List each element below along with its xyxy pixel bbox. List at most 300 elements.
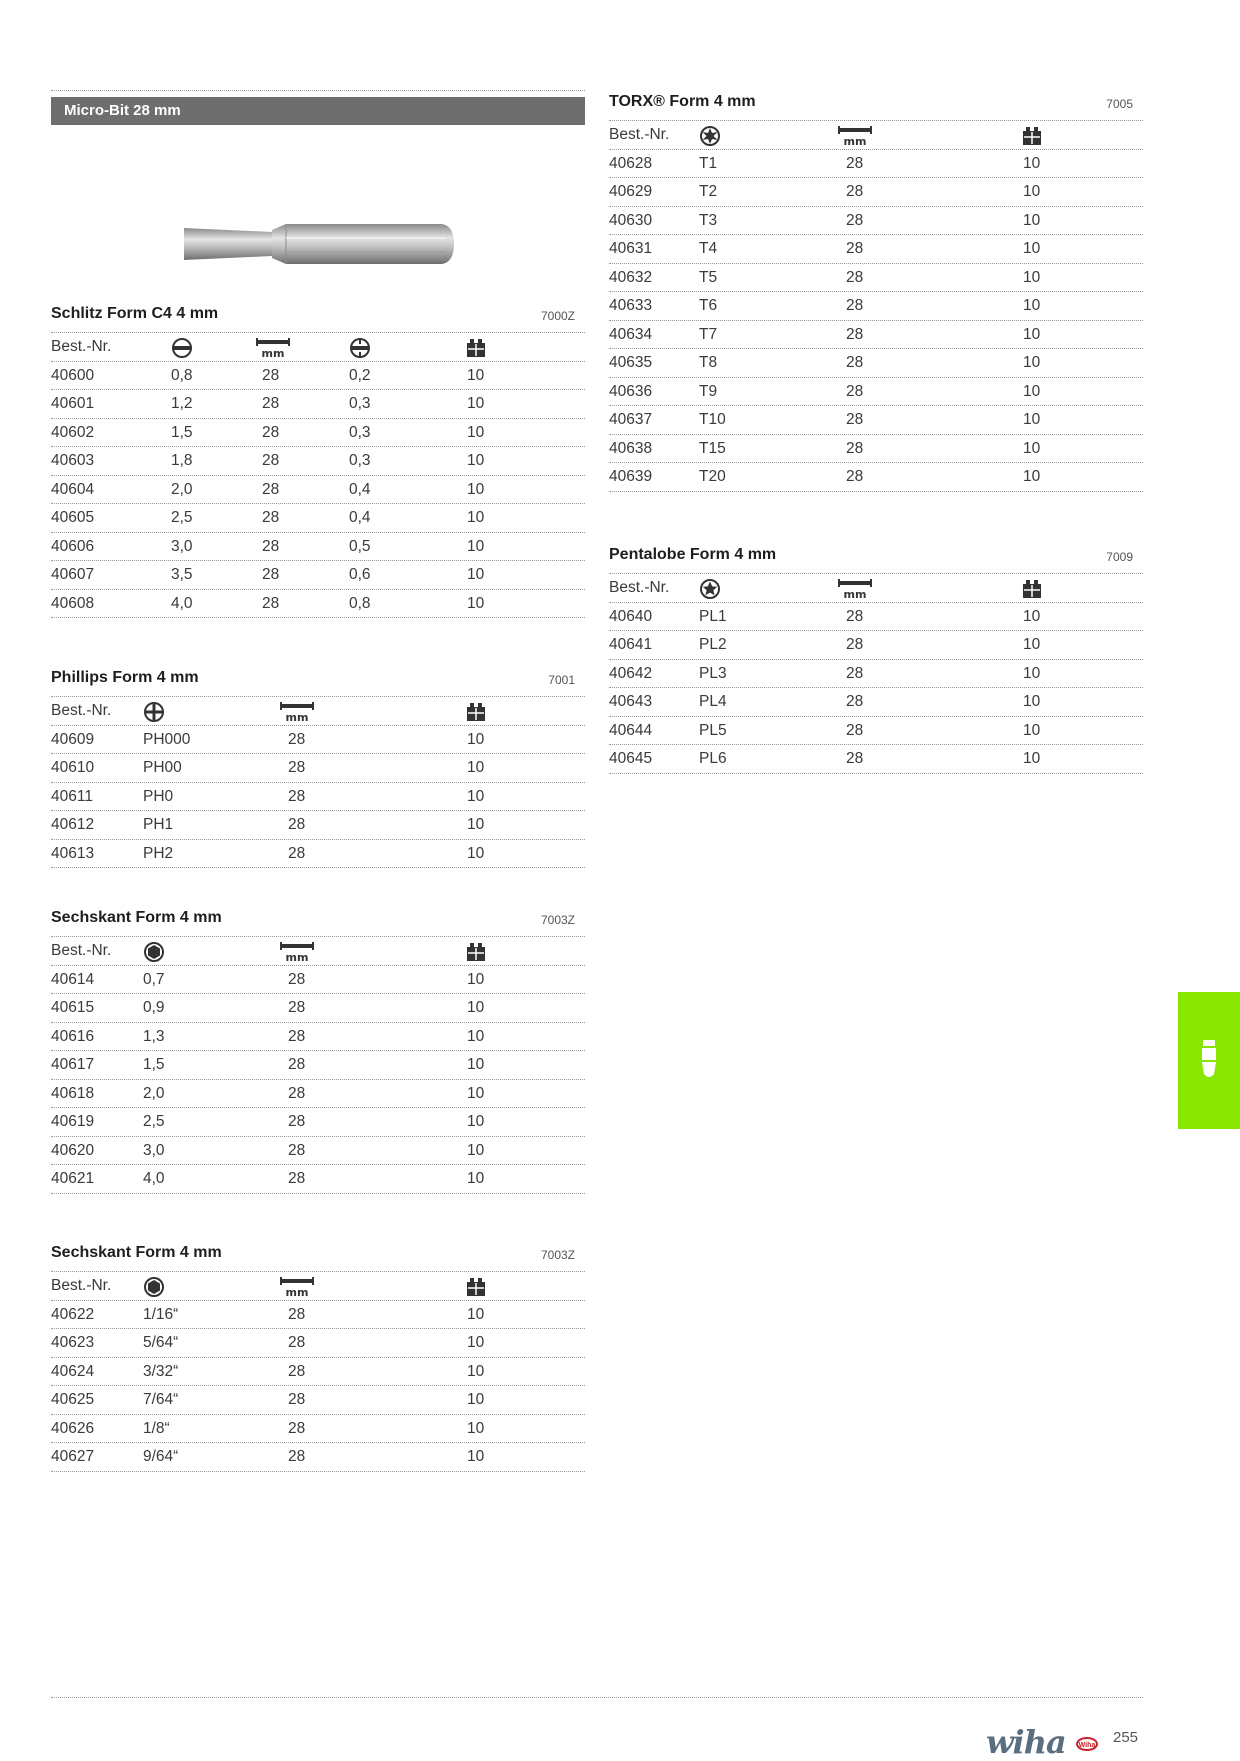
section-code: 7001 <box>548 673 575 687</box>
cell-item-number: 40641 <box>609 636 653 653</box>
table-row <box>51 419 585 448</box>
cell-pack-quantity: 10 <box>1023 325 1041 343</box>
section-sechskant-mm <box>51 906 585 1194</box>
table-header-row <box>51 333 585 362</box>
cell-tip-width: 2,5 <box>171 509 193 526</box>
cell-length: 28 <box>288 816 306 833</box>
cell-pack-quantity: 10 <box>1023 693 1041 710</box>
cell-pack-quantity: 10 <box>467 1141 485 1159</box>
table-row <box>609 463 1143 492</box>
svg-text:mm: mm <box>285 951 309 963</box>
section-title: Pentalobe Form 4 mm <box>609 546 777 563</box>
table-row <box>51 1386 585 1415</box>
cell-item-number: 40642 <box>609 664 653 682</box>
table-row <box>609 603 1143 632</box>
cell-length: 28 <box>288 970 306 988</box>
cell-tip-size: PL1 <box>699 607 727 625</box>
section-code: 7003Z <box>540 1248 575 1262</box>
cell-tip-size: T7 <box>699 325 718 343</box>
cell-pack-quantity: 10 <box>467 999 485 1016</box>
cell-tip-size: 2,0 <box>143 1084 165 1102</box>
table-row <box>609 688 1143 717</box>
cell-length: 28 <box>846 268 864 286</box>
cell-tip-size: PH000 <box>143 730 191 748</box>
table-row <box>609 349 1143 378</box>
table-body <box>609 150 1143 492</box>
cell-item-number: 40606 <box>51 537 95 555</box>
svg-text:mm: mm <box>285 711 309 723</box>
cell-tip-size: T10 <box>699 411 726 428</box>
table-row <box>609 321 1143 350</box>
cell-length: 28 <box>288 1419 306 1437</box>
cell-length: 28 <box>288 1027 306 1045</box>
section-header <box>51 666 585 697</box>
cell-blade-thickness: 0,3 <box>349 452 371 469</box>
table-body <box>51 966 585 1194</box>
table-row <box>51 390 585 419</box>
cell-pack-quantity: 10 <box>467 594 485 612</box>
section-pentalobe <box>609 543 1143 774</box>
cell-length: 28 <box>288 1334 306 1351</box>
cell-tip-size: T4 <box>699 240 718 257</box>
cell-length: 28 <box>846 693 864 710</box>
table-header-row <box>51 937 585 966</box>
cell-pack-quantity: 10 <box>1023 297 1041 314</box>
section-header <box>51 302 585 333</box>
cell-tip-size: 1/8“ <box>143 1419 170 1437</box>
section-title: Schlitz Form C4 4 mm <box>51 305 219 322</box>
cell-pack-quantity: 10 <box>467 366 485 384</box>
table-body <box>51 362 585 619</box>
cell-pack-quantity: 10 <box>467 816 485 833</box>
cell-item-number: 40601 <box>51 395 95 412</box>
cell-pack-quantity: 10 <box>467 452 485 469</box>
cell-pack-quantity: 10 <box>1023 664 1041 682</box>
section-code: 7000Z <box>540 309 575 323</box>
table-row <box>51 504 585 533</box>
cell-length: 28 <box>288 1448 306 1465</box>
cell-item-number: 40639 <box>609 468 653 485</box>
cell-pack-quantity: 10 <box>467 1448 485 1465</box>
table-row <box>51 1108 585 1137</box>
cell-pack-quantity: 10 <box>467 1170 485 1187</box>
cell-pack-quantity: 10 <box>1023 183 1041 200</box>
cell-tip-width: 2,0 <box>171 480 193 498</box>
chapter-tab[interactable] <box>1178 992 1240 1129</box>
cell-item-number: 40619 <box>51 1113 95 1130</box>
cell-tip-size: 0,7 <box>143 970 165 988</box>
cell-length: 28 <box>846 325 864 343</box>
length-mm-icon <box>255 337 291 364</box>
svg-text:mm: mm <box>843 588 867 600</box>
svg-text:mm: mm <box>843 135 867 147</box>
cell-item-number: 40638 <box>609 439 653 457</box>
cell-item-number: 40631 <box>609 240 653 257</box>
section-header <box>609 90 1143 121</box>
cell-length: 28 <box>288 787 306 805</box>
cell-pack-quantity: 10 <box>467 1027 485 1045</box>
cell-item-number: 40613 <box>51 844 95 862</box>
cell-tip-size: T20 <box>699 468 726 485</box>
package-quantity-icon <box>465 337 487 364</box>
cell-tip-size: PL5 <box>699 721 727 739</box>
package-quantity-icon <box>1021 125 1043 152</box>
cell-item-number: 40632 <box>609 268 653 286</box>
cell-item-number: 40624 <box>51 1362 95 1380</box>
cell-length: 28 <box>262 366 280 384</box>
cell-tip-size: T1 <box>699 154 718 172</box>
cell-length: 28 <box>846 183 864 200</box>
table-row <box>51 362 585 391</box>
cell-pack-quantity: 10 <box>467 759 485 776</box>
cell-length: 28 <box>262 480 280 498</box>
cell-length: 28 <box>846 750 864 767</box>
cell-pack-quantity: 10 <box>467 480 485 498</box>
svg-text:mm: mm <box>261 347 285 359</box>
cell-pack-quantity: 10 <box>467 566 485 583</box>
table-row <box>51 1165 585 1194</box>
table-body <box>51 726 585 869</box>
column-header-item-number: Best.-Nr. <box>609 579 670 596</box>
section-code: 7009 <box>1106 550 1133 564</box>
cell-item-number: 40640 <box>609 607 653 625</box>
cell-length: 28 <box>846 664 864 682</box>
cell-tip-size: 4,0 <box>143 1170 165 1187</box>
cell-item-number: 40644 <box>609 721 653 739</box>
table-row <box>51 590 585 619</box>
cell-length: 28 <box>846 411 864 428</box>
length-mm-icon <box>279 1276 315 1303</box>
table-header-row <box>609 121 1143 150</box>
cell-length: 28 <box>288 1056 306 1073</box>
table-row <box>51 1443 585 1472</box>
cell-pack-quantity: 10 <box>467 730 485 748</box>
table-row <box>51 476 585 505</box>
cell-tip-width: 3,5 <box>171 566 193 583</box>
cell-length: 28 <box>288 759 306 776</box>
cell-tip-size: T5 <box>699 268 718 286</box>
cell-pack-quantity: 10 <box>467 537 485 555</box>
cell-item-number: 40614 <box>51 970 95 988</box>
length-mm-icon <box>279 941 315 968</box>
cell-tip-size: 7/64“ <box>143 1391 179 1408</box>
cell-tip-size: 3/32“ <box>143 1362 179 1380</box>
cell-item-number: 40609 <box>51 730 95 748</box>
cell-length: 28 <box>288 730 306 748</box>
table-row <box>609 631 1143 660</box>
cell-tip-width: 1,8 <box>171 452 193 469</box>
cell-tip-size: PL2 <box>699 636 727 653</box>
cell-length: 28 <box>846 721 864 739</box>
cell-blade-thickness: 0,4 <box>349 509 371 526</box>
cell-length: 28 <box>846 297 864 314</box>
table-row <box>609 235 1143 264</box>
cell-blade-thickness: 0,3 <box>349 395 371 412</box>
cell-blade-thickness: 0,2 <box>349 366 371 384</box>
section-torx <box>609 90 1143 492</box>
cell-tip-width: 3,0 <box>171 537 193 555</box>
cell-pack-quantity: 10 <box>467 1362 485 1380</box>
table-row <box>51 994 585 1023</box>
section-header <box>609 543 1143 574</box>
cell-item-number: 40616 <box>51 1027 95 1045</box>
column-header-item-number: Best.-Nr. <box>51 338 112 355</box>
cell-tip-size: 3,0 <box>143 1141 165 1159</box>
cell-length: 28 <box>288 1170 306 1187</box>
cell-item-number: 40610 <box>51 759 95 776</box>
cell-item-number: 40626 <box>51 1419 95 1437</box>
section-header <box>51 1241 585 1272</box>
table-row <box>51 1358 585 1387</box>
cell-item-number: 40611 <box>51 787 93 805</box>
table-row <box>51 1415 585 1444</box>
cell-pack-quantity: 10 <box>1023 154 1041 172</box>
cell-tip-size: T8 <box>699 354 718 371</box>
cell-blade-thickness: 0,8 <box>349 594 371 612</box>
table-body <box>609 603 1143 774</box>
column-header-item-number: Best.-Nr. <box>51 1277 112 1294</box>
cell-tip-size: 2,5 <box>143 1113 165 1130</box>
table-row <box>51 561 585 590</box>
cell-pack-quantity: 10 <box>467 1305 485 1323</box>
cell-item-number: 40604 <box>51 480 95 498</box>
cell-item-number: 40623 <box>51 1334 95 1351</box>
table-row <box>51 966 585 995</box>
cell-length: 28 <box>288 1113 306 1130</box>
cell-tip-size: 0,9 <box>143 999 165 1016</box>
cell-tip-size: 1,3 <box>143 1027 165 1045</box>
table-row <box>609 717 1143 746</box>
cell-length: 28 <box>288 1141 306 1159</box>
cell-item-number: 40627 <box>51 1448 95 1465</box>
table-header-row <box>609 574 1143 603</box>
column-header-item-number: Best.-Nr. <box>51 942 112 959</box>
table-row <box>51 1137 585 1166</box>
cell-pack-quantity: 10 <box>1023 636 1041 653</box>
table-row <box>609 207 1143 236</box>
cell-item-number: 40607 <box>51 566 95 583</box>
cell-pack-quantity: 10 <box>1023 750 1041 767</box>
section-title: Phillips Form 4 mm <box>51 669 199 686</box>
cell-pack-quantity: 10 <box>1023 382 1041 400</box>
category-banner: Micro-Bit 28 mm <box>51 97 585 125</box>
table-row <box>609 660 1143 689</box>
cell-item-number: 40602 <box>51 423 95 441</box>
cell-item-number: 40603 <box>51 452 95 469</box>
section-title: Sechskant Form 4 mm <box>51 1244 222 1261</box>
cell-pack-quantity: 10 <box>467 1084 485 1102</box>
cell-pack-quantity: 10 <box>1023 439 1041 457</box>
cell-tip-size: 1/16“ <box>143 1305 179 1323</box>
cell-item-number: 40633 <box>609 297 653 314</box>
cell-length: 28 <box>262 509 280 526</box>
table-row <box>51 447 585 476</box>
cell-blade-thickness: 0,4 <box>349 480 371 498</box>
cell-length: 28 <box>262 395 280 412</box>
cell-tip-size: PH0 <box>143 787 174 805</box>
table-row <box>609 406 1143 435</box>
cell-tip-size: PH1 <box>143 816 174 833</box>
cell-item-number: 40612 <box>51 816 95 833</box>
table-row <box>609 150 1143 179</box>
table-row <box>51 754 585 783</box>
cell-tip-size: T2 <box>699 183 718 200</box>
cell-pack-quantity: 10 <box>1023 268 1041 286</box>
cell-pack-quantity: 10 <box>467 970 485 988</box>
cell-length: 28 <box>846 354 864 371</box>
package-quantity-icon <box>465 941 487 968</box>
micro-bit-image <box>184 222 454 266</box>
table-row <box>51 1051 585 1080</box>
cell-pack-quantity: 10 <box>467 1056 485 1073</box>
slot-tip-icon <box>171 337 193 364</box>
cell-item-number: 40629 <box>609 183 653 200</box>
cell-item-number: 40630 <box>609 211 653 229</box>
cell-pack-quantity: 10 <box>467 1391 485 1408</box>
section-schlitz <box>51 302 585 618</box>
section-header <box>51 906 585 937</box>
cell-blade-thickness: 0,5 <box>349 537 371 555</box>
cell-pack-quantity: 10 <box>1023 721 1041 739</box>
cell-pack-quantity: 10 <box>467 1419 485 1437</box>
cell-item-number: 40617 <box>51 1056 95 1073</box>
cell-tip-size: T9 <box>699 382 718 400</box>
cell-pack-quantity: 10 <box>1023 411 1041 428</box>
cell-length: 28 <box>846 636 864 653</box>
table-row <box>609 292 1143 321</box>
footer-divider <box>51 1697 1143 1698</box>
cell-length: 28 <box>846 468 864 485</box>
table-row <box>609 178 1143 207</box>
hex-tip-icon <box>143 941 165 968</box>
table-row <box>609 264 1143 293</box>
section-code: 7003Z <box>540 913 575 927</box>
wiha-badge: Wiha <box>1076 1737 1098 1751</box>
table-header-row <box>51 697 585 726</box>
cell-item-number: 40608 <box>51 594 95 612</box>
bit-chapter-icon <box>1198 1040 1220 1080</box>
cell-length: 28 <box>846 240 864 257</box>
table-row <box>609 745 1143 774</box>
cell-length: 28 <box>262 537 280 555</box>
cell-pack-quantity: 10 <box>467 509 485 526</box>
table-body <box>51 1301 585 1472</box>
table-row <box>51 783 585 812</box>
cell-pack-quantity: 10 <box>467 423 485 441</box>
pentalobe-tip-icon <box>699 578 721 605</box>
cell-tip-size: PL3 <box>699 664 727 682</box>
cell-tip-width: 4,0 <box>171 594 193 612</box>
table-row <box>609 378 1143 407</box>
cell-tip-size: 9/64“ <box>143 1448 179 1465</box>
length-mm-icon <box>837 578 873 605</box>
cell-item-number: 40636 <box>609 382 653 400</box>
cell-tip-size: T6 <box>699 297 718 314</box>
cell-tip-size: T3 <box>699 211 718 229</box>
cell-tip-size: PL4 <box>699 693 727 710</box>
cell-length: 28 <box>846 607 864 625</box>
cell-tip-size: 5/64“ <box>143 1334 179 1351</box>
section-sechskant-inch <box>51 1241 585 1472</box>
cell-blade-thickness: 0,3 <box>349 423 371 441</box>
table-row <box>609 435 1143 464</box>
section-title: TORX® Form 4 mm <box>609 93 756 110</box>
table-row <box>51 726 585 755</box>
column-header-item-number: Best.-Nr. <box>609 126 670 143</box>
torx-tip-icon <box>699 125 721 152</box>
package-quantity-icon <box>465 701 487 728</box>
cell-item-number: 40634 <box>609 325 653 343</box>
length-mm-icon <box>837 125 873 152</box>
cell-length: 28 <box>288 1084 306 1102</box>
cell-tip-size: PL6 <box>699 750 727 767</box>
section-title: Sechskant Form 4 mm <box>51 909 222 926</box>
cell-length: 28 <box>288 1362 306 1380</box>
cell-pack-quantity: 10 <box>467 1334 485 1351</box>
cell-tip-width: 0,8 <box>171 366 193 384</box>
table-row <box>51 1023 585 1052</box>
cell-tip-width: 1,5 <box>171 423 193 441</box>
cell-pack-quantity: 10 <box>467 844 485 862</box>
table-row <box>51 1080 585 1109</box>
cell-item-number: 40622 <box>51 1305 95 1323</box>
section-code: 7005 <box>1106 97 1133 111</box>
cell-length: 28 <box>262 452 280 469</box>
cell-length: 28 <box>262 566 280 583</box>
section-phillips <box>51 666 585 868</box>
cell-pack-quantity: 10 <box>467 1113 485 1130</box>
cell-length: 28 <box>846 439 864 457</box>
phillips-tip-icon <box>143 701 165 728</box>
blade-thickness-icon <box>349 337 371 364</box>
cell-length: 28 <box>846 211 864 229</box>
table-row <box>51 1301 585 1330</box>
cell-length: 28 <box>288 999 306 1016</box>
cell-tip-size: PH2 <box>143 844 174 862</box>
cell-pack-quantity: 10 <box>1023 354 1041 371</box>
table-row <box>51 1329 585 1358</box>
cell-length: 28 <box>262 423 280 441</box>
cell-item-number: 40618 <box>51 1084 95 1102</box>
package-quantity-icon <box>1021 578 1043 605</box>
table-row <box>51 811 585 840</box>
svg-text:mm: mm <box>285 1286 309 1298</box>
top-divider <box>51 90 585 91</box>
cell-item-number: 40628 <box>609 154 653 172</box>
length-mm-icon <box>279 701 315 728</box>
cell-item-number: 40615 <box>51 999 95 1016</box>
cell-pack-quantity: 10 <box>467 787 485 805</box>
cell-blade-thickness: 0,6 <box>349 566 371 583</box>
cell-pack-quantity: 10 <box>1023 211 1041 229</box>
cell-item-number: 40621 <box>51 1170 95 1187</box>
cell-item-number: 40645 <box>609 750 653 767</box>
cell-pack-quantity: 10 <box>1023 240 1041 257</box>
cell-item-number: 40637 <box>609 411 653 428</box>
cell-item-number: 40635 <box>609 354 653 371</box>
cell-length: 28 <box>288 1305 306 1323</box>
cell-tip-size: 1,5 <box>143 1056 165 1073</box>
cell-item-number: 40643 <box>609 693 653 710</box>
cell-pack-quantity: 10 <box>1023 468 1041 485</box>
package-quantity-icon <box>465 1276 487 1303</box>
column-header-item-number: Best.-Nr. <box>51 702 112 719</box>
wiha-logo: wiha <box>986 1723 1066 1761</box>
cell-item-number: 40600 <box>51 366 95 384</box>
table-header-row <box>51 1272 585 1301</box>
cell-length: 28 <box>262 594 280 612</box>
cell-tip-size: PH00 <box>143 759 182 776</box>
